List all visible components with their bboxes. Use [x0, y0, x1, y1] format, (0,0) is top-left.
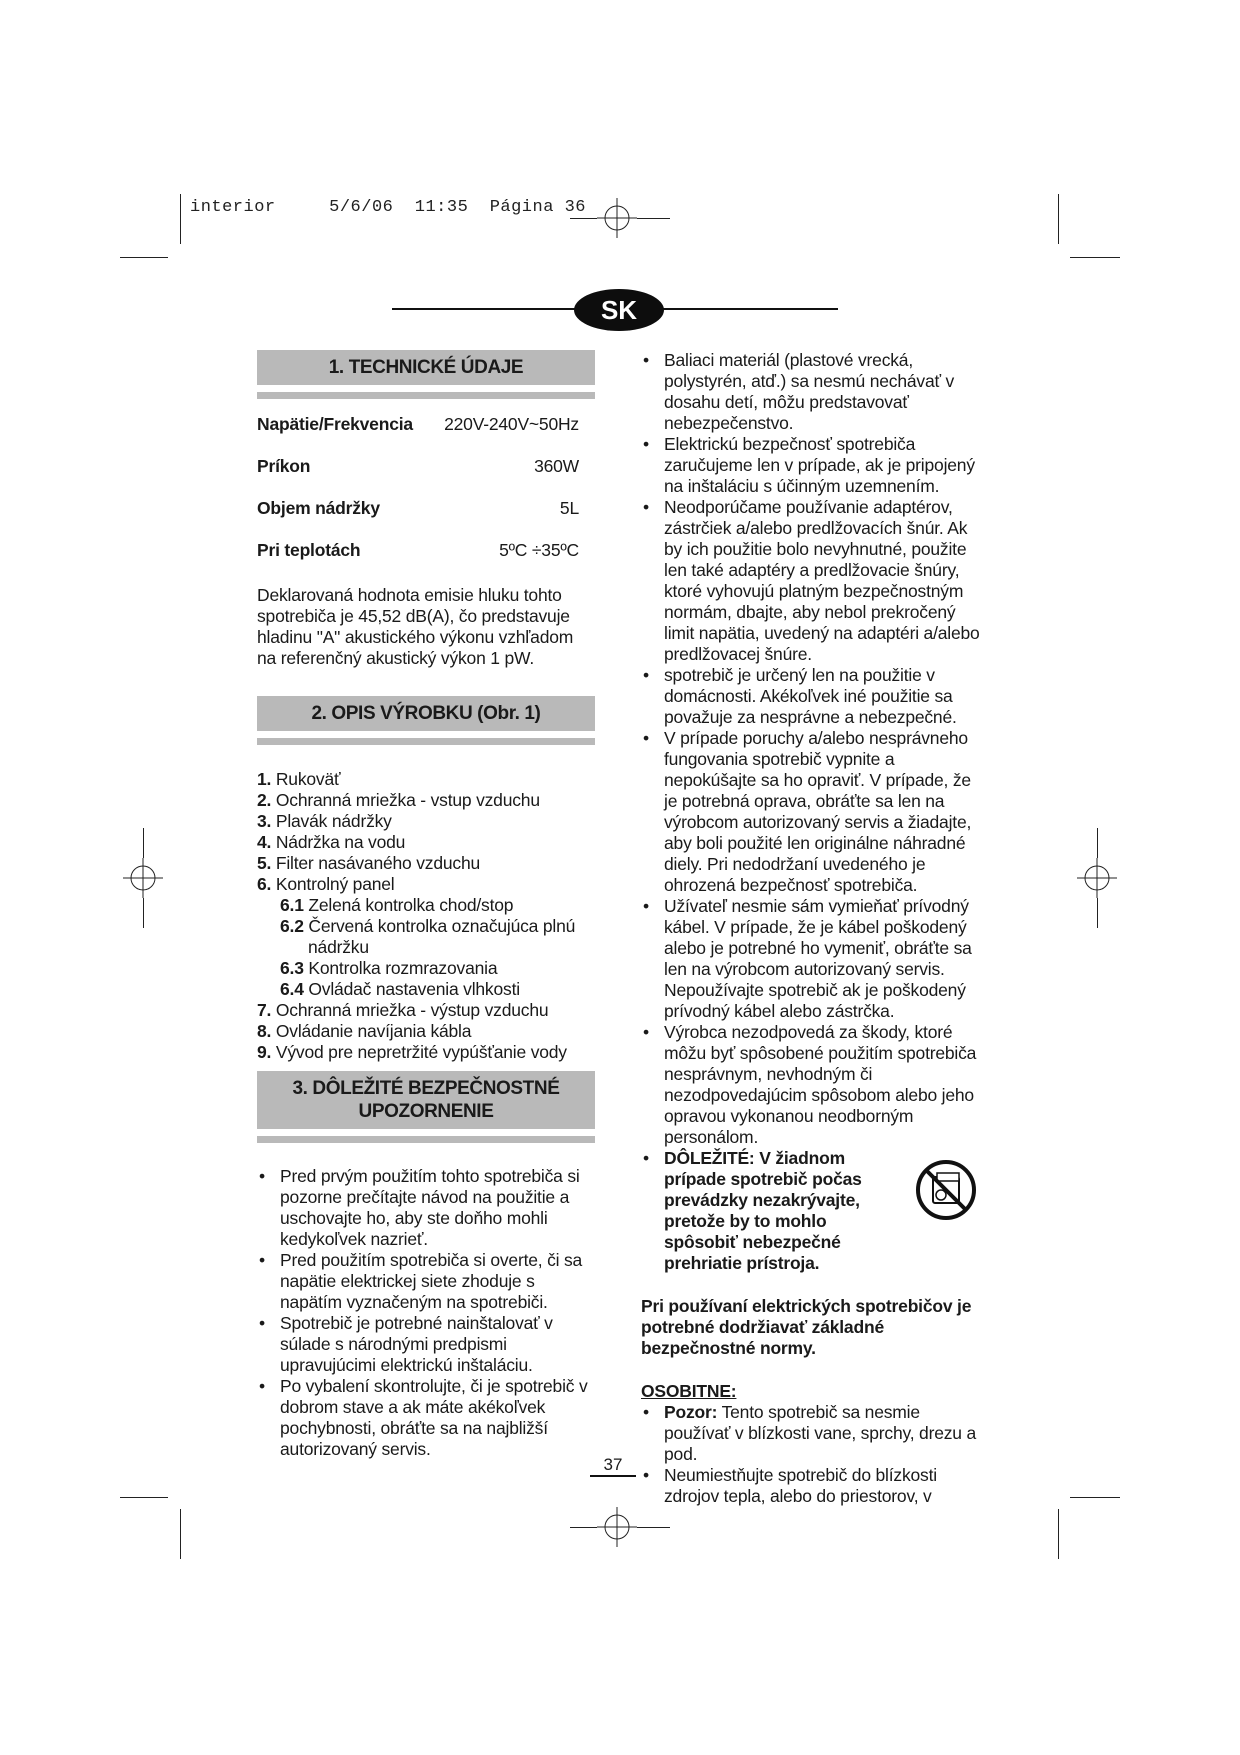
safety-list-right: [641, 350, 986, 1274]
page-number: 37: [590, 1455, 636, 1477]
section-2-heading: 2. OPIS VÝROBKU (Obr. 1): [257, 696, 595, 731]
section-rule: [257, 738, 595, 745]
language-badge: SK: [574, 289, 664, 331]
registration-line: [637, 1527, 670, 1528]
badge-rule-right: [662, 308, 838, 310]
list-subitem: 6.1 Zelená kontrolka chod/stop: [280, 895, 514, 915]
no-covering-icon: [914, 1158, 978, 1222]
list-item: 1. Rukoväť: [257, 769, 341, 789]
crop-mark: [1070, 257, 1120, 258]
list-item: • Baliaci materiál (plastové vrecká, polystyrén, atď.) sa nesmú nechávať v dosahu detí, môžu predstavovať nebezpečenstvo.: [643, 350, 955, 433]
list-subitem: 6.3 Kontrolka rozmrazovania: [280, 958, 498, 978]
registration-mark-icon: [123, 858, 163, 898]
print-slug: [190, 198, 586, 217]
list-item: 4. Nádržka na vodu: [257, 832, 406, 852]
spec-value: 5ºC ÷35ºC: [499, 540, 579, 560]
safety-list-left: [257, 1166, 595, 1460]
crop-mark: [1058, 194, 1059, 244]
spec-row: [257, 540, 579, 561]
list-item: • spotrebič je určený len na použitie v domácnosti. Akékoľvek iné použitie sa považuje za nesprávne a nebezpečné.: [643, 665, 957, 727]
list-item: • Po vybalení skontrolujte, či je spotrebič v dobrom stave a ak máte akékoľvek pochybnosti, obráťte sa na najbližší autorizovaný servis.: [259, 1376, 588, 1459]
registration-line: [143, 828, 144, 858]
slug-file: interior: [190, 198, 276, 217]
crop-mark: [180, 1509, 181, 1559]
list-item: • Pred prvým použitím tohto spotrebiča si pozorne prečítajte návod na použitie a uschovajte ho, aby ste doňho mohli kedykoľvek nazrieť.: [259, 1166, 580, 1249]
crop-mark: [180, 194, 181, 244]
registration-line: [637, 218, 670, 219]
parts-list: [257, 769, 595, 1063]
spec-value: 360W: [534, 456, 579, 476]
spec-value: 220V-240V~50Hz: [444, 414, 579, 434]
spec-value: 5L: [559, 498, 579, 518]
special-heading: OSOBITNE:: [641, 1381, 737, 1401]
list-item: 2. Ochranná mriežka - vstup vzduchu: [257, 790, 540, 810]
spec-label: Príkon: [257, 456, 311, 476]
crop-mark: [120, 257, 168, 258]
section-rule: [257, 1136, 595, 1143]
section-rule: [257, 392, 595, 399]
slug-time: 11:35: [414, 198, 469, 217]
list-item: 3. Plavák nádržky: [257, 811, 392, 831]
basic-safety-norms: Pri používaní elektrických spotrebičov je potrebné dodržiavať základné bezpečnostné normy.: [641, 1296, 972, 1358]
slug-date: 5/6/06: [329, 198, 394, 217]
list-item: • Spotrebič je potrebné nainštalovať v súlade s národnými predpismi upravujúcimi elektrickú inštaláciu.: [259, 1313, 553, 1375]
spec-label: Pri teplotách: [257, 540, 361, 560]
spec-label: Objem nádržky: [257, 498, 380, 518]
noise-note: Deklarovaná hodnota emisie hluku tohto spotrebiča je 45,52 dB(A), čo predstavuje hladinu "A" akustického výkonu vzhľadom na referenčný akustický výkon 1 pW.: [257, 585, 574, 668]
spec-label: Napätie/Frekvencia: [257, 414, 413, 434]
list-item: • Neumiestňujte spotrebič do blízkosti zdrojov tepla, alebo do priestorov, v: [643, 1465, 937, 1506]
warning-text: DÔLEŽITÉ: V žiadnom prípade spotrebič počas prevádzky nezakrývajte, pretože by to mohlo spôsobiť nebezpečné prehriatie prístroja.: [664, 1148, 862, 1273]
spec-row: [257, 498, 579, 519]
list-item: 5. Filter nasávaného vzduchu: [257, 853, 481, 873]
list-item: • Užívateľ nesmie sám vymieňať prívodný kábel. V prípade, že je kábel poškodený alebo je potrebné ho vymeniť, obráťte sa len na výrobcom autorizovaný servis. Nepoužívajte spotrebič ak je poškodený prívodný kábel alebo zástrčka.: [643, 896, 972, 1021]
list-item: 9. Vývod pre nepretržité vypúšťanie vody: [257, 1042, 567, 1062]
list-item: 6. Kontrolný panel: [257, 874, 395, 894]
crop-mark: [1070, 1497, 1120, 1498]
list-item: 8. Ovládanie navíjania kábla: [257, 1021, 472, 1041]
registration-line: [570, 1527, 597, 1528]
registration-mark-icon: [1077, 858, 1117, 898]
list-item: • Pred použitím spotrebiča si overte, či sa napätie elektrickej siete zhoduje s napätím vyznačeným na spotrebiči.: [259, 1250, 583, 1312]
registration-mark-icon: [597, 1507, 637, 1547]
registration-line: [570, 218, 597, 219]
registration-mark-icon: [597, 198, 637, 238]
list-item: • Výrobca nezodpovedá za škody, ktoré môžu byť spôsobené použitím spotrebiča nesprávnym, nevhodným či nezodpovedajúcim spôsobom alebo jeho opravou vykonanou neodborným personálom.: [643, 1022, 977, 1147]
right-column: [641, 350, 986, 1507]
list-subitem: 6.4 Ovládač nastavenia vlhkosti: [280, 979, 520, 999]
list-subitem: 6.2 Červená kontrolka označujúca plnú nádržku: [280, 916, 576, 957]
spec-table: [257, 414, 595, 561]
list-item: • Neodporúčame používanie adaptérov, zástrčiek a/alebo predlžovacích šnúr. Ak by ich použitie bolo nevyhnutné, použite len také adaptéry a predlžovacie šnúry, ktoré vyhovujú platným bezpečnostným normám, dbajte, aby nebol prekročený limit napätia, uvedený na adaptéri a/alebo predlžovacej šnúre.: [643, 497, 980, 664]
section-3-title-line2: UPOZORNENIE: [358, 1101, 494, 1122]
registration-line: [1097, 898, 1098, 928]
section-1-heading: 1. TECHNICKÉ ÚDAJE: [257, 350, 595, 385]
important-warning: • DÔLEŽITÉ: V žiadnom prípade spotrebič počas prevádzky nezakrývajte, pretože by to mohlo spôsobiť nebezpečné prehriatie prístroja.: [641, 1148, 986, 1274]
section-3-title-line1: 3. DÔLEŽITÉ BEZPEČNOSTNÉ: [292, 1078, 560, 1099]
section-3-heading: [257, 1071, 595, 1129]
spec-row: [257, 456, 579, 477]
left-column: [257, 350, 595, 1460]
list-item: • Pozor: Tento spotrebič sa nesmie používať v blízkosti vane, sprchy, drezu a pod.: [643, 1402, 977, 1464]
special-list: [641, 1402, 986, 1507]
badge-rule-left: [392, 308, 576, 310]
slug-page: Página 36: [489, 198, 587, 217]
registration-line: [143, 898, 144, 928]
list-item: • V prípade poruchy a/alebo nesprávneho fungovania spotrebič vypnite a nepokúšajte sa ho opraviť. V prípade, že je potrebná oprava, obráťte sa len na výrobcom autorizovaný servis a žiadajte, aby boli použité len originálne náhradné diely. Pri nedodržaní uvedeného je ohrozená bezpečnosť spotrebiča.: [643, 728, 972, 895]
registration-line: [1097, 828, 1098, 858]
spec-row: [257, 414, 579, 435]
crop-mark: [1058, 1509, 1059, 1559]
list-item: 7. Ochranná mriežka - výstup vzduchu: [257, 1000, 549, 1020]
list-item: • Elektrickú bezpečnosť spotrebiča zaručujeme len v prípade, ak je pripojený na inštaláciu s účinným uzemnením.: [643, 434, 975, 496]
crop-mark: [120, 1497, 168, 1498]
